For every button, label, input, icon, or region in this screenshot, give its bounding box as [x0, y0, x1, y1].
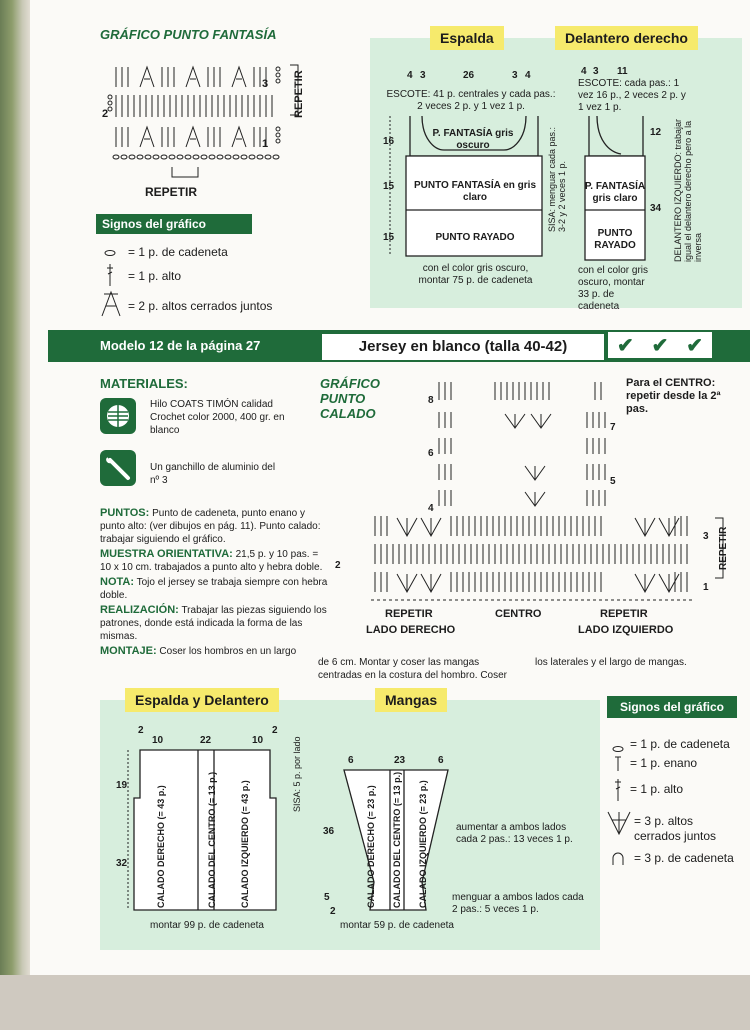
- continued-text-col3: los laterales y el largo de mangas.: [535, 657, 687, 668]
- calado-bottom-repetir-left: REPETIR: [385, 608, 433, 620]
- check-2-icon: ✔: [651, 334, 669, 357]
- ed-height-2: 32: [116, 858, 128, 869]
- espalda-dim-d: 3: [512, 70, 518, 81]
- calado-lado-derecho: LADO DERECHO: [366, 624, 456, 636]
- instr-text-3: Tojo el jersey se trabaja siempre con hebra doble.: [100, 577, 328, 601]
- espalda-dim-a: 4: [407, 70, 413, 81]
- instr-label-1: PUNTOS:: [100, 507, 150, 519]
- chain-symbol-icon: [100, 244, 120, 262]
- espalda-delantero-tag: Espalda y Delantero: [125, 688, 279, 712]
- delantero-height-1: 12: [650, 127, 662, 138]
- ed-height-1: 19: [116, 780, 128, 791]
- mangas-dim-b: 23: [394, 755, 406, 766]
- difficulty-checks: [608, 332, 712, 358]
- ed-dim-b: 10: [152, 735, 164, 746]
- fantasia-repetir-bottom: REPETIR: [145, 185, 198, 199]
- fantasia-chart-title: GRÁFICO PUNTO FANTASÍA: [100, 27, 277, 42]
- legend-bottom-item-4: = 3 p. altos cerrados juntos: [634, 814, 717, 843]
- three-treble-cluster-icon: [606, 810, 632, 841]
- calado-center-note: Para el CENTRO: repetir desde la 2ª pas.: [626, 377, 721, 415]
- instr-label-2: MUESTRA ORIENTATIVA:: [100, 548, 233, 560]
- instr-text-2: 21,5 p. y 10 pas. = 10 x 10 cm. trabajados a punto alto y hebra doble.: [100, 549, 323, 573]
- mangas-dim-c: 6: [438, 755, 444, 766]
- treble-stitch-icon: [613, 777, 623, 806]
- materials-yarn: Hilo COATS TIMÓN calidad Crochet color 2000, 400 gr. en blanco: [150, 399, 285, 436]
- ed-dim-d: 10: [252, 735, 264, 746]
- ed-panel-3: CALADO IZQUIERDO (= 43 p.): [240, 780, 250, 908]
- page-edge-shadow: [0, 975, 750, 1030]
- materials-hook: Un ganchillo de aluminio del nº 3: [150, 462, 276, 486]
- calado-row-2: 2: [335, 560, 341, 571]
- continued-text-col2: de 6 cm. Montar y coser las mangas centradas en la costura del hombro. Coser: [318, 657, 507, 681]
- calado-bottom-centro: CENTRO: [495, 608, 542, 620]
- book-spine: [0, 0, 30, 1030]
- delantero-tag: Delantero derecho: [555, 26, 698, 50]
- legend-top-item-2: = 1 p. alto: [128, 269, 182, 283]
- calado-row-6: 6: [428, 448, 434, 459]
- calado-row-5: 5: [610, 476, 616, 487]
- legend-bottom-item-1: = 1 p. de cadeneta: [630, 737, 730, 751]
- espalda-sisa: SISA: menguar cada pas.: 3-2 y 2 veces 1 p.: [547, 126, 567, 232]
- ed-dim-a: 2: [138, 725, 144, 736]
- mangas-dim-a: 6: [348, 755, 354, 766]
- ed-dim-c: 22: [200, 735, 212, 746]
- delantero-side-note: DELANTERO IZQUIERDO: trabajar igual el delantero derecho pero a la inversa: [673, 118, 703, 262]
- crochet-hook-icon: [100, 450, 136, 486]
- mangas-bottom-note: montar 59 p. de cadeneta: [340, 920, 454, 931]
- materials-heading: MATERIALES:: [100, 376, 188, 391]
- espalda-tag: Espalda: [430, 26, 504, 50]
- legend-bottom-item-3: = 1 p. alto: [630, 782, 684, 796]
- instr-text-5: Coser los hombros en un largo: [159, 646, 297, 657]
- instr-label-4: REALIZACIÓN:: [100, 604, 179, 616]
- espalda-dim-b: 3: [420, 70, 426, 81]
- model-title: Jersey en blanco (talla 40-42): [320, 332, 606, 362]
- espalda-section-2: PUNTO FANTASÍA en gris claro: [413, 180, 537, 203]
- mangas-panel-2: CALADO DEL CENTRO (= 13 p.): [392, 771, 402, 908]
- espalda-height-3: 15: [383, 232, 395, 243]
- mangas-height-1: 36: [323, 826, 335, 837]
- calado-title-line-1: GRÁFICO: [320, 376, 380, 391]
- fantasia-repetir-side: REPETIR: [293, 70, 305, 118]
- instr-label-3: NOTA:: [100, 576, 135, 588]
- delantero-dim-b: 3: [593, 66, 599, 77]
- calado-row-3: 3: [703, 531, 709, 542]
- espalda-section-1: P. FANTASÍA gris oscuro: [432, 128, 514, 151]
- yarn-ball-icon: [100, 398, 136, 434]
- delantero-bottom-note: con el color gris oscuro, montar 33 p. de cadeneta: [578, 265, 649, 312]
- fantasia-row-3: 3: [262, 78, 269, 90]
- calado-stitch-chart: [335, 378, 735, 610]
- instructions-block: [100, 507, 332, 658]
- legend-bottom-title: Signos del gráfico: [607, 696, 737, 718]
- fantasia-row-1: 1: [262, 138, 269, 150]
- ed-panel-1: CALADO DERECHO (= 43 p.): [156, 785, 166, 908]
- espalda-section-3: PUNTO RAYADO: [435, 232, 515, 243]
- calado-repetir-side: REPETIR: [718, 526, 729, 570]
- chain-arch-icon: [610, 850, 626, 871]
- instr-text-4: Trabajar las piezas siguiendo los patrones, donde está indicada la forma de las mismas.: [100, 605, 327, 642]
- mangas-note-increase: aumentar a ambos lados cada 2 pas.: 13 veces 1 p.: [456, 822, 573, 845]
- delantero-dim-a: 4: [581, 66, 587, 77]
- model-label: Modelo 12 de la página 27: [100, 338, 261, 353]
- fantasia-stitch-chart: [100, 55, 320, 205]
- mangas-height-3: 2: [330, 906, 336, 917]
- magazine-page: [30, 0, 750, 975]
- mangas-height-2: 5: [324, 892, 330, 903]
- treble-symbol-icon: [104, 262, 116, 291]
- espalda-dim-e: 4: [525, 70, 531, 81]
- check-3-icon: ✔: [686, 334, 704, 357]
- mangas-note-decrease: menguar a ambos lados cada 2 pas.: 5 veces 1 p.: [452, 892, 584, 915]
- delantero-height-2: 34: [650, 203, 662, 214]
- legend-bottom-item-2: = 1 p. enano: [630, 756, 698, 770]
- ed-dim-e: 2: [272, 725, 278, 736]
- calado-row-8: 8: [428, 395, 434, 406]
- ed-panel-2: CALADO DEL CENTRO (= 13 p.): [207, 771, 217, 908]
- legend-top-item-1: = 1 p. de cadeneta: [128, 245, 228, 259]
- calado-row-7: 7: [610, 422, 616, 433]
- mangas-panel-3: CALADO IZQUIERDO (= 23 p.): [418, 780, 428, 908]
- slip-stitch-icon: [613, 755, 623, 776]
- espalda-escote: ESCOTE: 41 p. centrales y cada pas.: 2 veces 2 p. y 1 vez 1 p.: [386, 89, 556, 112]
- calado-lado-izquierdo: LADO IZQUIERDO: [578, 624, 674, 636]
- mangas-tag: Mangas: [375, 688, 447, 712]
- calado-title-line-2: PUNTO: [320, 391, 366, 406]
- espalda-bottom-note: con el color gris oscuro, montar 75 p. de cadeneta: [418, 263, 533, 286]
- mangas-panel-1: CALADO DERECHO (= 23 p.): [366, 785, 376, 908]
- delantero-dim-c: 11: [617, 66, 628, 77]
- calado-row-4: 4: [428, 503, 434, 514]
- calado-row-1: 1: [703, 582, 709, 593]
- legend-bottom-item-5: = 3 p. de cadeneta: [634, 851, 734, 865]
- delantero-escote: ESCOTE: cada pas.: 1 vez 16 p., 2 veces 2 p. y 1 vez 1 p.: [578, 78, 686, 113]
- calado-title-line-3: CALADO: [320, 406, 376, 421]
- ed-bottom-note: montar 99 p. de cadeneta: [150, 920, 264, 931]
- delantero-section-2: PUNTO RAYADO: [594, 228, 636, 251]
- legend-top-item-3: = 2 p. altos cerrados juntos: [128, 299, 273, 313]
- espalda-height-2: 15: [383, 181, 395, 192]
- espalda-height-1: 16: [383, 136, 395, 147]
- two-treble-cluster-icon: [100, 290, 122, 323]
- delantero-section-1: P. FANTASÍA gris claro: [584, 181, 646, 204]
- fantasia-row-2: 2: [102, 108, 109, 120]
- ed-sisa: SISA: 5 p. por lado: [292, 736, 302, 812]
- legend-top-title: Signos del gráfico: [96, 214, 252, 234]
- check-1-icon: ✔: [616, 334, 634, 357]
- instr-label-5: MONTAJE:: [100, 645, 157, 657]
- espalda-dim-c: 26: [463, 70, 475, 81]
- calado-bottom-repetir-right: REPETIR: [600, 608, 648, 620]
- instr-text-1: Punto de cadeneta, punto enano y punto alto: (ver dibujos en pág. 11). Punto calado: trabajar siguiendo el gráfico.: [100, 508, 321, 545]
